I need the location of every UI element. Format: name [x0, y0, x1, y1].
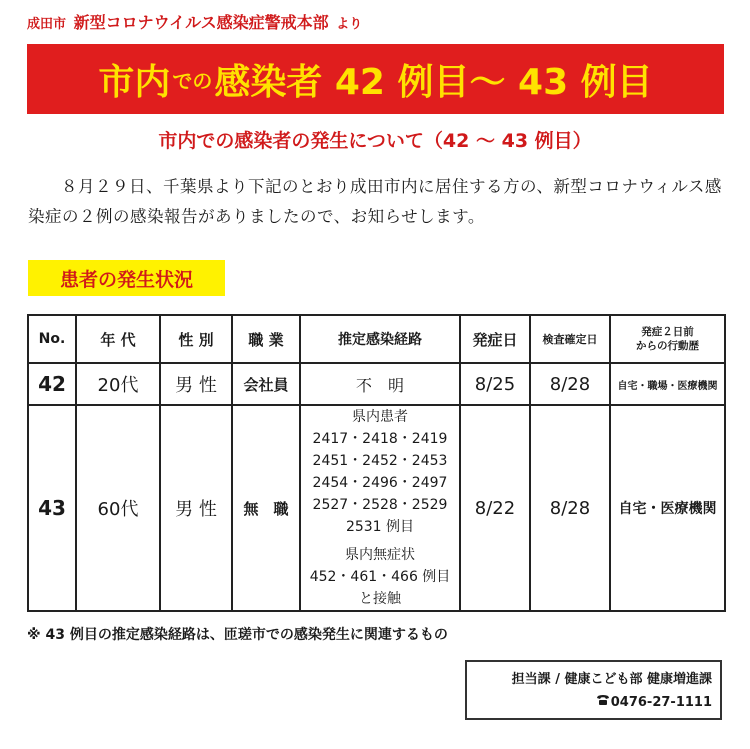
- contact-phone-line: [467, 691, 712, 714]
- header-action-line-2: からの行動歴: [636, 340, 699, 352]
- banner-part-2: での: [172, 68, 213, 93]
- cell-age: 60代: [76, 405, 160, 611]
- cell-sex: 男 性: [160, 363, 232, 405]
- route-line: 2454・2496・2497: [312, 475, 448, 491]
- cell-action: 自宅・医療機関: [610, 405, 725, 611]
- table-row: [28, 363, 725, 405]
- cell-confirmed: 8/28: [530, 363, 610, 405]
- cell-onset: 8/22: [460, 405, 530, 611]
- header-no: No.: [28, 315, 76, 363]
- table-row: [28, 405, 725, 611]
- contact-phone-number: 0476-27-1111: [610, 695, 712, 710]
- header-confirmed: 検査確定日: [530, 315, 610, 363]
- issuer-organization: 新型コロナウイルス感染症警戒本部: [73, 13, 329, 32]
- subtitle: 市内での感染者の発生について（42 ～ 43 例目）: [158, 130, 592, 152]
- cell-no: 42: [28, 363, 76, 405]
- table-header-row: [28, 315, 725, 363]
- cell-route: [300, 405, 460, 611]
- cell-confirmed: 8/28: [530, 405, 610, 611]
- contact-department: 担当課 / 健康こども部 健康増進課: [511, 672, 712, 687]
- cell-age: 20代: [76, 363, 160, 405]
- cell-sex: 男 性: [160, 405, 232, 611]
- header-action: [610, 315, 725, 363]
- header-route: 推定感染経路: [300, 315, 460, 363]
- header-age: 年 代: [76, 315, 160, 363]
- telephone-icon: [596, 691, 610, 714]
- cell-onset: 8/25: [460, 363, 530, 405]
- issuer-suffix: より: [336, 17, 363, 32]
- route-line: 2527・2528・2529: [312, 497, 448, 513]
- route-line: 2531 例目: [345, 519, 415, 535]
- banner-part-1: 市内: [98, 61, 171, 103]
- route-block-prefecture-patients: [301, 406, 459, 538]
- cell-action: 自宅・職場・医療機関: [610, 363, 725, 405]
- title-banner: [27, 44, 724, 114]
- cell-no: 43: [28, 405, 76, 611]
- header-onset: 発症日: [460, 315, 530, 363]
- route-line: 2451・2452・2453: [312, 453, 448, 469]
- contact-box: [465, 660, 722, 720]
- banner-part-3: 感染者 42 例目～ 43 例目: [214, 61, 653, 103]
- route-line: 県内無症状: [345, 547, 415, 563]
- route-block-asymptomatic: [301, 544, 459, 610]
- cell-job: 無 職: [232, 405, 300, 611]
- cell-job: 会社員: [232, 363, 300, 405]
- route-line: 2417・2418・2419: [312, 431, 448, 447]
- route-line: 452・461・466 例目: [309, 569, 451, 585]
- patient-table: [27, 314, 726, 612]
- header-job: 職 業: [232, 315, 300, 363]
- section-label: 患者の発生状況: [28, 260, 225, 296]
- route-line: 県内患者: [352, 409, 408, 425]
- cell-route: 不 明: [300, 363, 460, 405]
- footnote: ※ 43 例目の推定感染経路は、匝瑳市での感染発生に関連するもの: [27, 627, 448, 643]
- route-line: と接触: [359, 591, 401, 607]
- header-action-line-1: 発症２日前: [641, 326, 694, 338]
- issuer-line: [27, 10, 362, 33]
- issuer-city: 成田市: [27, 17, 67, 32]
- header-sex: 性 別: [160, 315, 232, 363]
- intro-paragraph: ８月２９日、千葉県より下記のとおり成田市内に居住する方の、新型コロナウィルス感染症の２例の感染報告がありましたので、お知らせします。: [28, 177, 722, 226]
